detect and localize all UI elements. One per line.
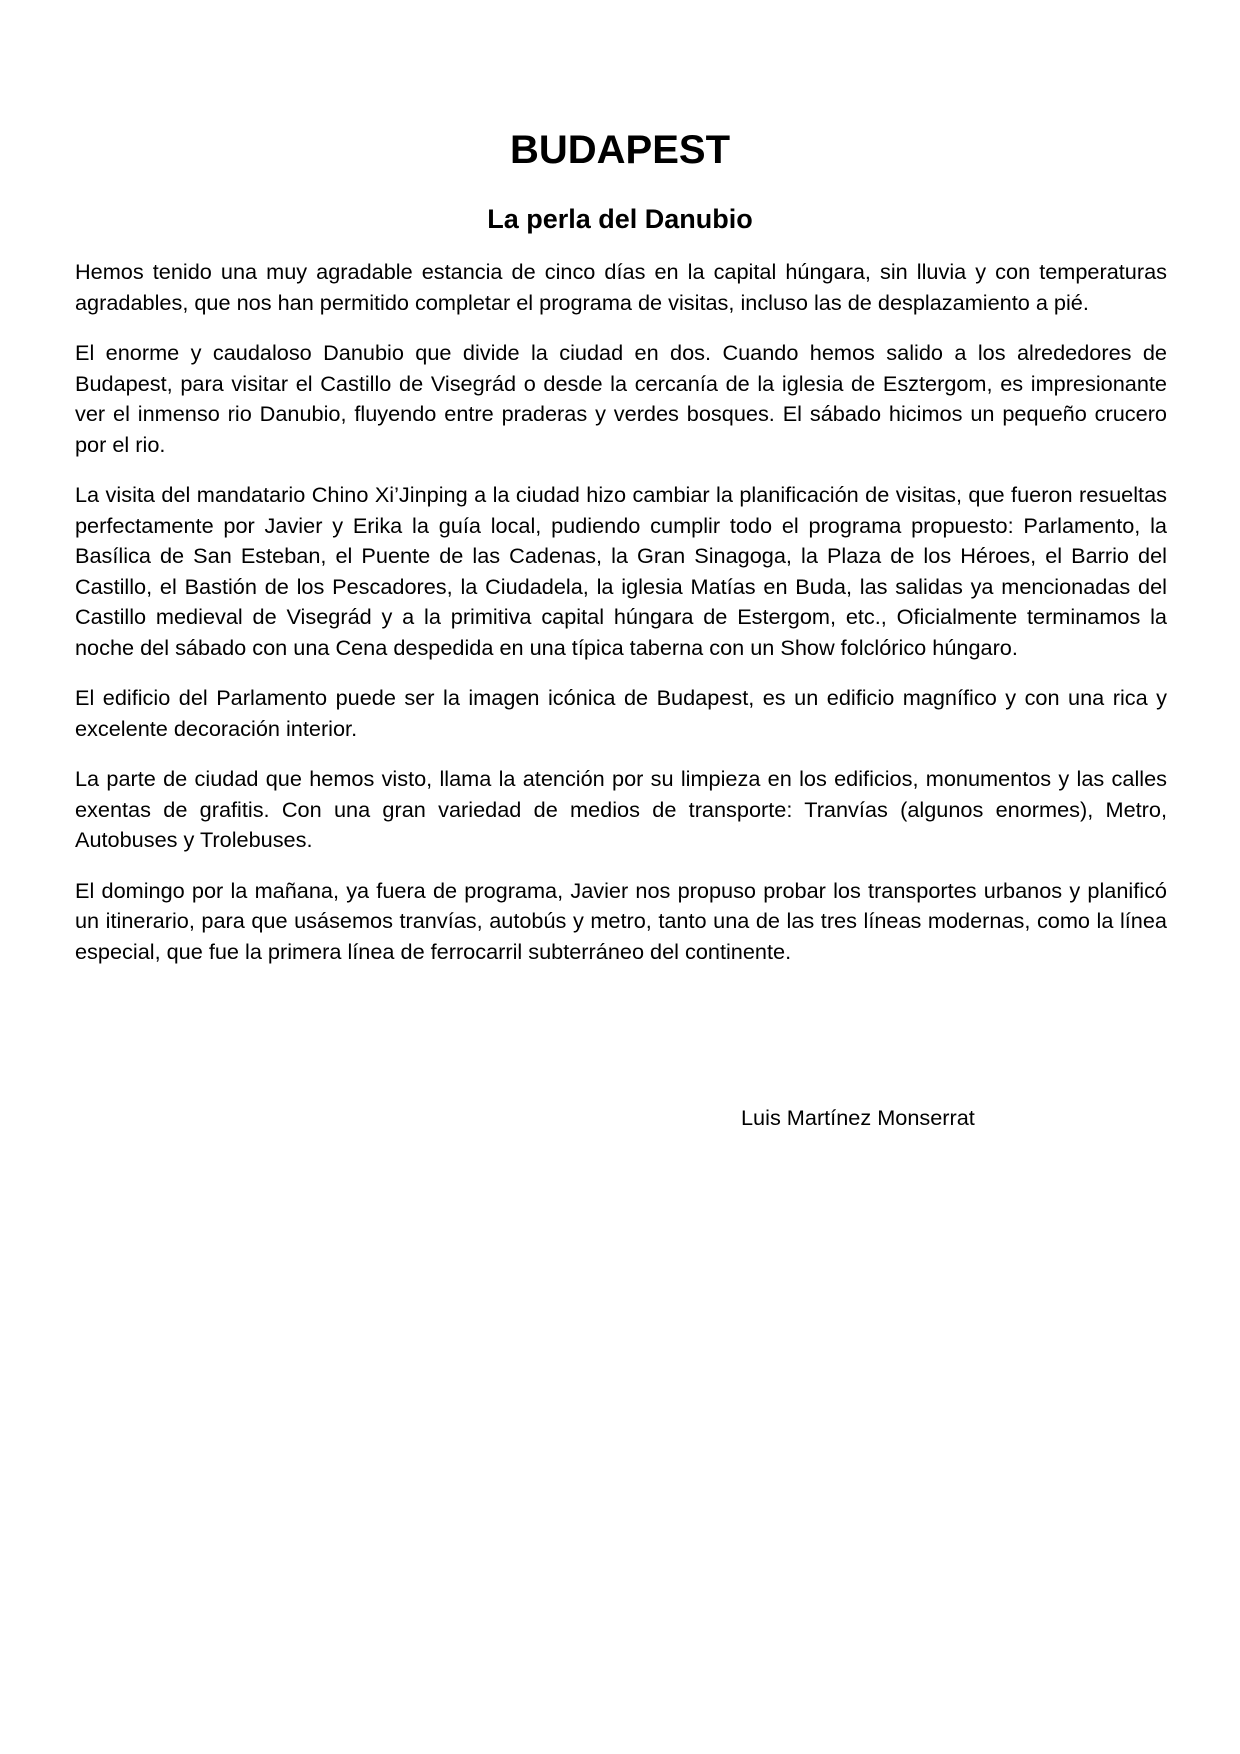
paragraph-4: El edificio del Parlamento puede ser la imagen icónica de Budapest, es un edificio magnífico y con una rica y excelente decoración interior.	[75, 685, 1167, 741]
document-title: BUDAPEST	[509, 128, 731, 172]
paragraph-5: La parte de ciudad que hemos visto, llama la atención por su limpieza en los edificios, monumentos y las calles exentas de grafitis. Con una gran variedad de medios de transporte: Tranvías (algunos enormes), Metro, Autobuses y Trolebuses.	[75, 766, 1167, 852]
paragraph-6: El domingo por la mañana, ya fuera de programa, Javier nos propuso probar los transportes urbanos y planificó un itinerario, para que usásemos tranvías, autobús y metro, tanto una de las tres líneas modernas, como la línea especial, que fue la primera línea de ferrocarril subterráneo del continente.	[75, 877, 1167, 964]
paragraph-2: El enorme y caudaloso Danubio que divide la ciudad en dos. Cuando hemos salido a los alrededores de Budapest, para visitar el Castillo de Visegrád o desde la cercanía de la iglesia de Esztergom, es impresionante ver el inmenso rio Danubio, fluyendo entre praderas y verdes bosques. El sábado hicimos un pequeño crucero por el rio.	[75, 340, 1167, 457]
author-signature: Luis Martínez Monserrat	[741, 1105, 975, 1130]
document-subtitle: La perla del Danubio	[487, 204, 753, 234]
paragraph-3: La visita del mandatario Chino Xi’Jinping a la ciudad hizo cambiar la planificación de visitas, que fueron resueltas perfectamente por Javier y Erika la guía local, pudiendo cumplir todo el programa propuesto: Parlamento, la Basílica de San Esteban, el Puente de las Cadenas, la Gran Sinagoga, la Plaza de los Héroes, el Barrio del Castillo, el Bastión de los Pescadores, la Ciudadela, la iglesia Matías en Buda, las salidas ya mencionadas del Castillo medieval de Visegrád y a la primitiva capital húngara de Estergom, etc., Oficialmente terminamos la noche del sábado con una Cena despedida en una típica taberna con un Show folclórico húngaro.	[75, 482, 1167, 660]
document-body	[75, 257, 1167, 987]
paragraph-1: Hemos tenido una muy agradable estancia de cinco días en la capital húngara, sin lluvia y con temperaturas agradables, que nos han permitido completar el programa de visitas, incluso las de desplazamiento a pié.	[75, 259, 1167, 315]
